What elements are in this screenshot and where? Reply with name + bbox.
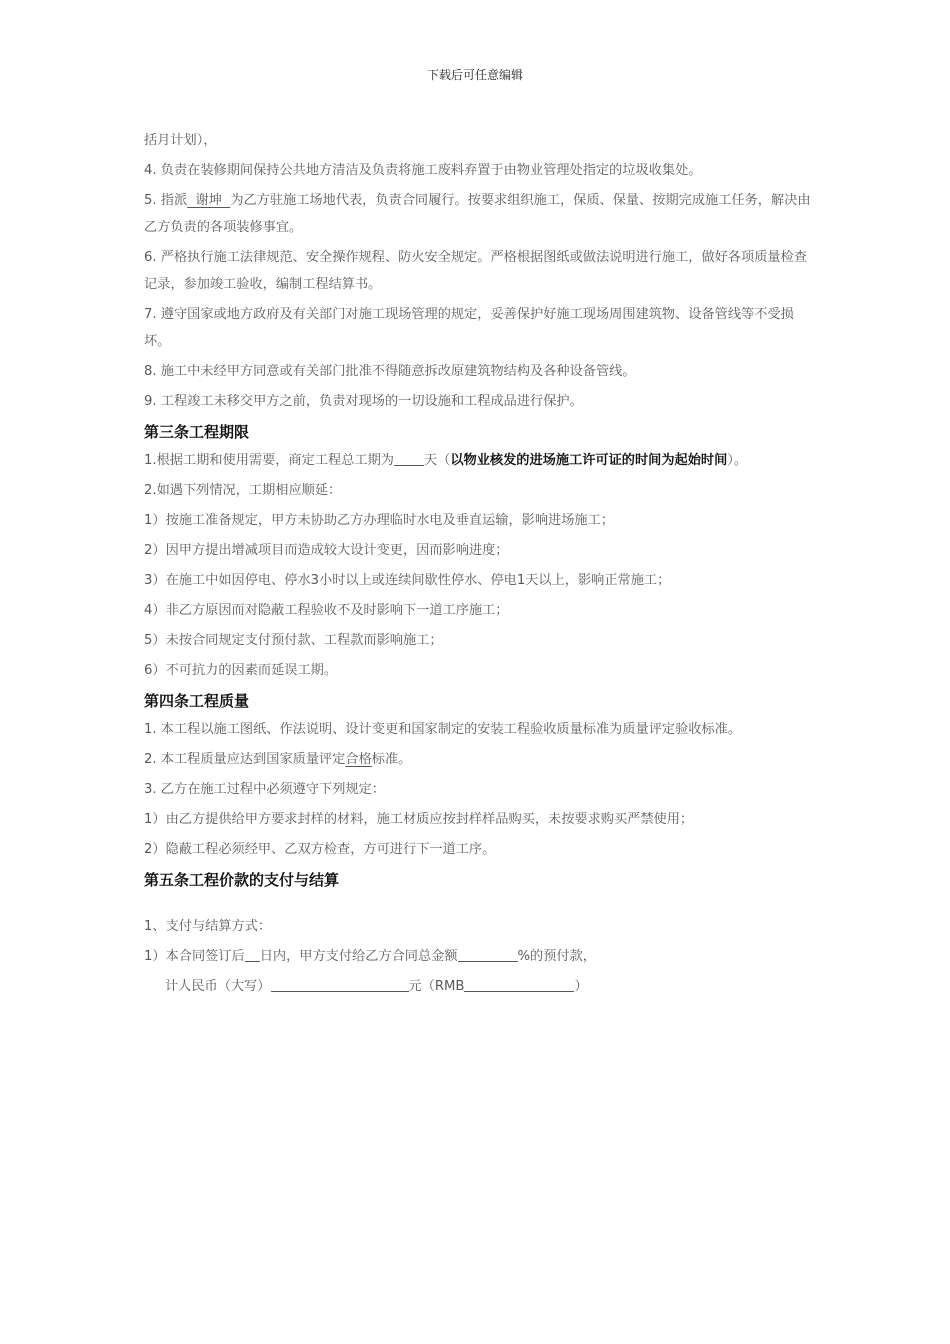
quality-prefix: 2. 本工程质量应达到国家质量评定	[144, 752, 346, 767]
article-4-clause-1: 1. 本工程以施工图纸、作法说明、设计变更和国家制定的安装工程验收质量标准为质量评定验收标准。	[144, 722, 742, 737]
extension-item-2: 2）因甲方提出增减项目而造成较大设计变更，因而影响进度；	[144, 543, 509, 558]
article-3-clause-1	[144, 446, 812, 476]
amount-rmb-prefix: 元（RMB	[408, 979, 465, 994]
article-3-clause-2: 2.如遇下列情况，工期相应顺延：	[144, 483, 342, 498]
article-4-heading: 第四条工程质量	[144, 692, 250, 710]
clause-5-prefix: 5. 指派	[144, 193, 188, 208]
quality-grade: 合格	[345, 752, 372, 767]
payment-percent-blank[interactable]	[458, 947, 518, 962]
payment-middle: 日内，甲方支付给乙方合同总金额	[259, 949, 458, 964]
amount-rmb-blank[interactable]	[464, 977, 574, 992]
representative-name: 谢坤	[187, 193, 231, 208]
extension-item-4: 4）非乙方原因而对隐蔽工程验收不及时影响下一道工序施工；	[144, 603, 509, 618]
payment-prefix: 1）本合同签订后	[144, 949, 245, 964]
payment-amount-line	[144, 972, 812, 1002]
clause-8: 8. 施工中未经甲方同意或有关部门批准不得随意拆改原建筑物结构及各种设备管线。	[144, 364, 636, 379]
payment-item-1	[144, 942, 812, 972]
quality-item-2: 2）隐蔽工程必须经甲、乙双方检查，方可进行下一道工序。	[144, 842, 496, 857]
clause-5-text: 为乙方驻施工场地代表，负责合同履行。按要求组织施工，保质、保量、按期完成施工任务，解决由乙方负责的各项装修事宜。	[144, 193, 811, 235]
amount-words-blank[interactable]	[271, 977, 409, 992]
extension-item-5: 5）未按合同规定支付预付款、工程款而影响施工；	[144, 633, 443, 648]
duration-prefix: 1.根据工期和使用需要，商定工程总工期为	[144, 453, 394, 468]
duration-days-blank[interactable]	[394, 451, 424, 466]
clause-fragment: 括月计划），	[144, 133, 217, 148]
clause-9: 9. 工程竣工未移交甲方之前，负责对现场的一切设施和工程成品进行保护。	[144, 394, 583, 409]
article-5-heading: 第五条工程价款的支付与结算	[144, 871, 340, 889]
article-4-clause-3: 3. 乙方在施工过程中必须遵守下列规定：	[144, 782, 385, 797]
clause-5	[144, 186, 812, 243]
clause-4: 4. 负责在装修期间保持公共地方清洁及负责将施工废料弃置于由物业管理处指定的垃圾收集处。	[144, 163, 702, 178]
clause-6: 6. 严格执行施工法律规范、安全操作规程、防火安全规定。严格根据图纸或做法说明进行施工，做好各项质量检查记录，参加竣工验收，编制工程结算书。	[144, 250, 807, 292]
clause-7: 7. 遵守国家或地方政府及有关部门对施工现场管理的规定，妥善保护好施工现场周围建筑物、设备管线等不受损坏。	[144, 307, 794, 349]
article-3-heading: 第三条工程期限	[144, 423, 250, 441]
quality-item-1: 1）由乙方提供给甲方要求封样的材料，施工材质应按封样样品购买，未按要求购买严禁使用；	[144, 812, 694, 827]
extension-item-1: 1）按施工准备规定，甲方未协助乙方办理临时水电及垂直运输，影响进场施工；	[144, 513, 614, 528]
extension-item-6: 6）不可抗力的因素而延误工期。	[144, 663, 338, 678]
page-header: 下载后可任意编辑	[426, 68, 523, 82]
payment-days-blank[interactable]	[245, 947, 260, 962]
document-body	[144, 126, 812, 1002]
quality-suffix: 标准。	[371, 752, 412, 767]
payment-suffix: %的预付款，	[517, 949, 596, 964]
duration-suffix: ）。	[727, 453, 748, 468]
extension-item-3: 3）在施工中如因停电、停水3小时以上或连续间歇性停水、停电1天以上，影响正常施工；	[144, 573, 671, 588]
article-5-clause-1: 1、支付与结算方式：	[144, 919, 272, 934]
amount-words-prefix: 计人民币（大写）	[165, 979, 271, 994]
duration-unit: 天（	[423, 453, 451, 468]
amount-rmb-suffix: ）	[574, 979, 588, 994]
duration-start-note: 以物业核发的进场施工许可证的时间为起始时间	[450, 453, 728, 468]
article-4-clause-2	[144, 745, 812, 775]
